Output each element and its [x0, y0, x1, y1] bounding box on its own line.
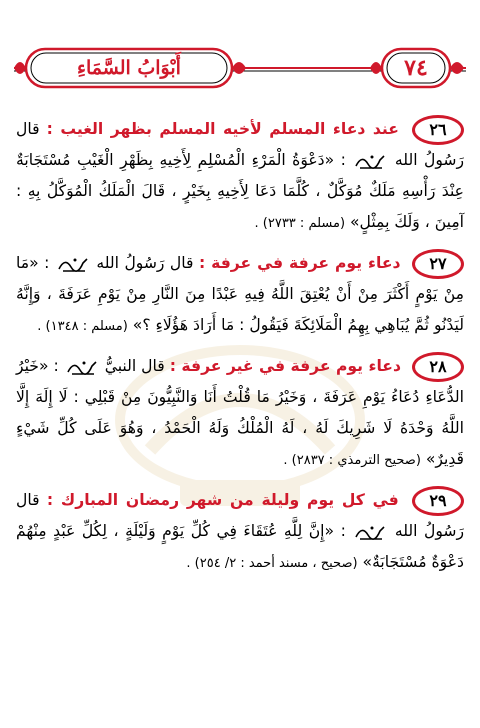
section-heading: في كل يوم وليلة من شهر رمضان المبارك : [46, 491, 399, 509]
hadith-text: : «مَا مِنْ يَوْمٍ أَكْثَرَ مِنْ أَنْ يُعْتِقَ اللَّهُ فِيهِ عَبْدًا مِنَ النَّارِ مِنْ يَوْمِ عَرَفَةَ ، وَإِنَّهُ لَيَدْنُو ثُمَّ يُبَاهِي بِهِمُ الْمَلَائِكَةَ فَيَقُولُ : مَا أَرَادَ هَؤُلَاءِ ؟» [16, 254, 464, 334]
hadith-section-27 [16, 248, 464, 342]
hadith-reference: (مسلم : ٢٧٣٣) . [254, 216, 346, 231]
hadith-intro: قال النبيُّ [104, 357, 165, 375]
salawat-calligraphy-icon [66, 358, 98, 376]
section-number: ٢٦ [412, 115, 464, 145]
hadith-reference: (صحيح ، مسند أحمد : ٢/ ٢٥٤) . [186, 556, 358, 571]
hadith-intro: قال رَسُولُ الله [16, 491, 464, 540]
page-header [14, 46, 466, 90]
salawat-calligraphy-icon [354, 523, 386, 541]
hadith-intro: قال رَسُولُ الله [96, 254, 194, 272]
section-heading: دعاء يوم عرفة في عرفة : [198, 254, 401, 272]
hadith-section-29 [16, 485, 464, 579]
hadith-text: : «دَعْوَةُ الْمَرْءِ الْمُسْلِمِ لِأَخِيهِ بِظَهْرِ الْغَيْبِ مُسْتَجَابَةٌ عِنْدَ رَأْسِهِ مَلَكٌ مُوَكَّلٌ ، كُلَّمَا دَعَا لِأَخِيهِ بِخَيْرٍ ، قَالَ الْمَلَكُ الْمُوَكَّلُ بِهِ : آمِينَ ، وَلَكَ بِمِثْلٍ» [16, 151, 464, 231]
hadith-reference: (مسلم : ١٣٤٨) . [37, 319, 128, 334]
section-number: ٢٧ [412, 249, 464, 279]
section-number: ٢٨ [412, 352, 464, 382]
page-content [16, 114, 464, 588]
book-title: أَبْوَابُ السَّمَاءِ [77, 57, 181, 79]
hadith-section-28 [16, 351, 464, 476]
section-heading: عند دعاء المسلم لأخيه المسلم بظهر الغيب : [46, 120, 399, 138]
salawat-calligraphy-icon [354, 152, 386, 170]
page-number: ٧٤ [404, 55, 428, 81]
hadith-reference: (صحيح الترمذي : ٢٨٣٧) . [283, 453, 421, 468]
section-number: ٢٩ [412, 486, 464, 516]
hadith-text: : «خَيْرُ الدُّعَاءِ دُعَاءُ يَوْمِ عَرَفَةَ ، وَخَيْرُ مَا قُلْتُ أَنَا وَالنَّبِيُّونَ مِنْ قَبْلِي : لَا إِلَهَ إِلَّا اللَّهُ وَحْدَهُ لَا شَرِيكَ لَهُ ، لَهُ الْمُلْكُ وَلَهُ الْحَمْدُ ، وَهُوَ عَلَى كُلِّ شَيْءٍ قَدِيرٌ» [16, 357, 464, 468]
hadith-intro: قال رَسُولُ الله [16, 120, 464, 169]
hadith-text: : «إِنَّ لِلَّهِ عُتَقَاءَ فِي كُلِّ يَوْمٍ وَلَيْلَةٍ ، لِكُلِّ عَبْدٍ مِنْهُمْ دَعْوَةٌ مُسْتَجَابَةٌ» [16, 522, 464, 571]
salawat-calligraphy-icon [57, 255, 89, 273]
section-heading: دعاء يوم عرفة في غير عرفة : [169, 357, 401, 375]
hadith-section-26 [16, 114, 464, 239]
